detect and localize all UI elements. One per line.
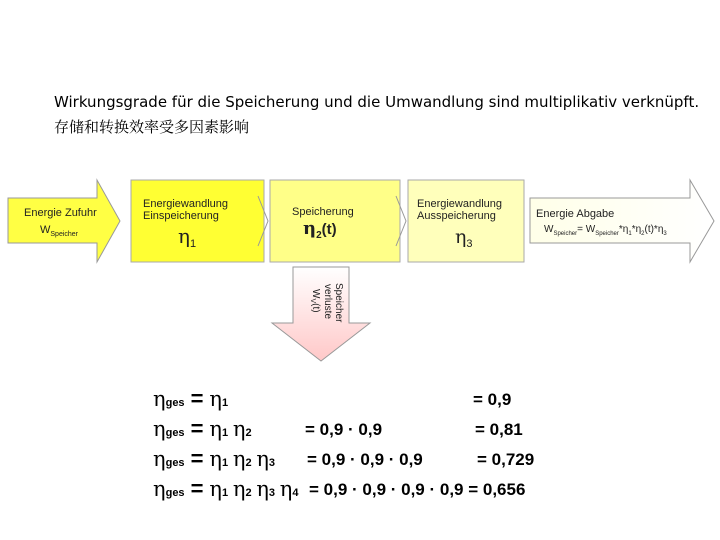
eta-symbol: η: [153, 387, 166, 411]
calculation: = 0,9 · 0,9: [305, 420, 383, 439]
factor-index: 2: [245, 427, 252, 439]
box2-line1: Speicherung: [292, 206, 354, 218]
equals-sign: =: [190, 476, 204, 501]
output-arrow: [530, 180, 714, 262]
factor-index: 1: [222, 457, 229, 469]
eta-symbol: η: [153, 447, 166, 471]
box3-line1: Energiewandlung: [417, 198, 503, 210]
eta-symbol: η: [256, 447, 269, 471]
eta-symbol: η: [256, 477, 269, 501]
box1-eta: $\eta_1$: [178, 224, 197, 250]
factor-index: 4: [292, 487, 299, 499]
factor-index: 3: [268, 487, 276, 499]
eta-symbol: η: [153, 417, 166, 441]
box1-line2: Einspeicherung: [143, 210, 219, 222]
ges-index: ges: [165, 457, 185, 469]
eta-symbol: η: [209, 477, 223, 501]
result: = 0,729: [477, 450, 535, 469]
ges-index: ges: [165, 427, 185, 439]
box3-eta: $\eta_3$: [455, 226, 473, 250]
calculation: = 0,9 · 0,9 · 0,9 · 0,9 = 0,656: [309, 480, 526, 499]
equation-row-4: [153, 476, 526, 502]
equals-sign: =: [190, 446, 204, 471]
input-arrow: [8, 180, 120, 262]
result: = 0,81: [475, 420, 523, 439]
input-arrow-label: Energie Zufuhr: [24, 207, 97, 219]
loss-line2: verluste: [322, 284, 333, 320]
eta-symbol: η: [209, 417, 223, 441]
factor-index: 2: [245, 487, 252, 499]
eta-symbol: η: [209, 447, 223, 471]
loss-line3: $W_V(t)$: [309, 289, 321, 313]
loss-line1: Speicher: [333, 283, 344, 323]
factor-index: 1: [222, 487, 229, 499]
box3-line2: Ausspeicherung: [417, 210, 496, 222]
equals-sign: =: [190, 386, 204, 411]
eta-symbol: η: [153, 477, 166, 501]
output-arrow-label: Energie Abgabe: [536, 208, 615, 220]
caption-line-1: Wirkungsgrade für die Speicherung und die Umwandlung sind multiplikativ verknüpft.: [54, 93, 700, 111]
equation-row-3: [153, 446, 535, 472]
factor-index: 1: [222, 427, 229, 439]
eta-symbol: η: [209, 387, 223, 411]
loss-arrow: [272, 267, 370, 361]
equation-row-1: [153, 386, 512, 412]
eta-symbol: η: [232, 447, 246, 471]
factor-index: 2: [245, 457, 252, 469]
caption-line-2: 存储和转换效率受多因素影响: [54, 118, 250, 136]
equals-sign: =: [190, 416, 204, 441]
box1-line1: Energiewandlung: [143, 198, 229, 210]
output-arrow-formula: $W_{Speicher}= W_{Speicher}*\eta_1*\eta_2(t)*\eta_3$: [544, 224, 667, 237]
factor-index: 1: [222, 397, 229, 409]
box2-eta: $\eta_2^{(t)}$: [303, 218, 337, 241]
calculation: = 0,9 · 0,9 · 0,9: [307, 450, 423, 469]
result: = 0,9: [473, 390, 512, 409]
ges-index: ges: [165, 487, 185, 499]
equation-row-2: [153, 416, 523, 442]
eta-symbol: η: [232, 477, 246, 501]
input-arrow-symbol: $W_{Speicher}$: [40, 224, 79, 238]
ges-index: ges: [165, 397, 185, 409]
factor-index: 3: [268, 457, 276, 469]
eta-symbol: η: [232, 417, 246, 441]
eta-symbol: η: [279, 477, 293, 501]
